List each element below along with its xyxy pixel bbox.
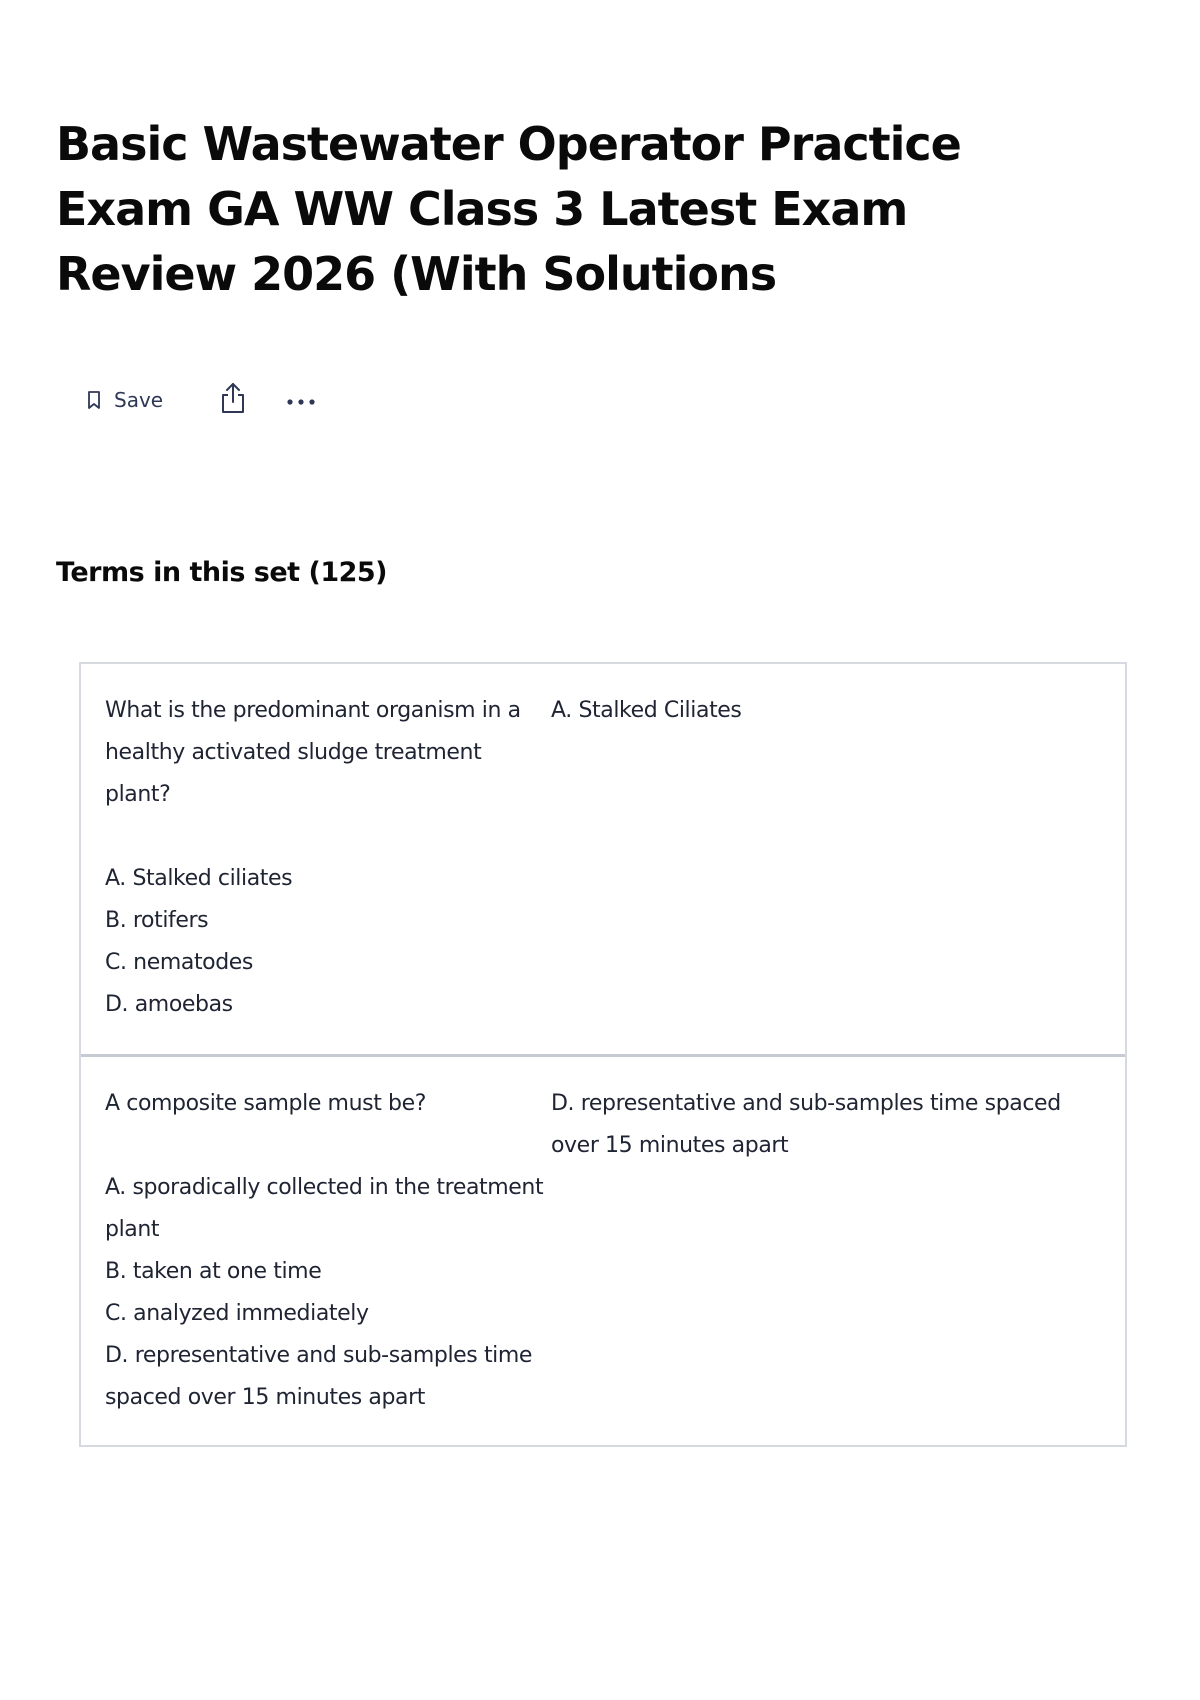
question-option: D. amoebas	[105, 992, 233, 1017]
question-option: B. rotifers	[105, 908, 209, 933]
save-button[interactable]	[74, 380, 175, 420]
share-button[interactable]	[213, 380, 253, 420]
terms-heading: Terms in this set (125)	[56, 557, 388, 588]
share-icon	[219, 381, 247, 419]
term-answer: A. Stalked Ciliates	[551, 698, 742, 723]
save-label: Save	[114, 388, 164, 412]
term-answer: D. representative and sub-samples time spaced over 15 minutes apart	[551, 1091, 1061, 1158]
more-horizontal-icon	[286, 391, 316, 410]
term-row	[81, 1054, 1125, 1445]
question-text: What is the predominant organism in a healthy activated sludge treatment plant?	[105, 698, 521, 807]
question-option: D. representative and sub-samples time spaced over 15 minutes apart	[105, 1343, 533, 1410]
toolbar	[74, 378, 321, 422]
more-options-button[interactable]	[281, 380, 321, 420]
question-option: C. nematodes	[105, 950, 253, 975]
page-title: Basic Wastewater Operator Practice Exam GA WW Class 3 Latest Exam Review 2026 (With Solutions	[56, 117, 961, 301]
question-option: C. analyzed immediately	[105, 1301, 369, 1326]
question-text: A composite sample must be?	[105, 1091, 426, 1116]
bookmark-icon	[86, 390, 102, 410]
question-option: A. Stalked ciliates	[105, 866, 293, 891]
term-question	[105, 690, 551, 1028]
terms-list	[79, 662, 1127, 1447]
question-option: B. taken at one time	[105, 1259, 322, 1284]
term-row	[81, 664, 1125, 1054]
question-option: A. sporadically collected in the treatment plant	[105, 1175, 544, 1242]
term-question	[105, 1083, 551, 1419]
